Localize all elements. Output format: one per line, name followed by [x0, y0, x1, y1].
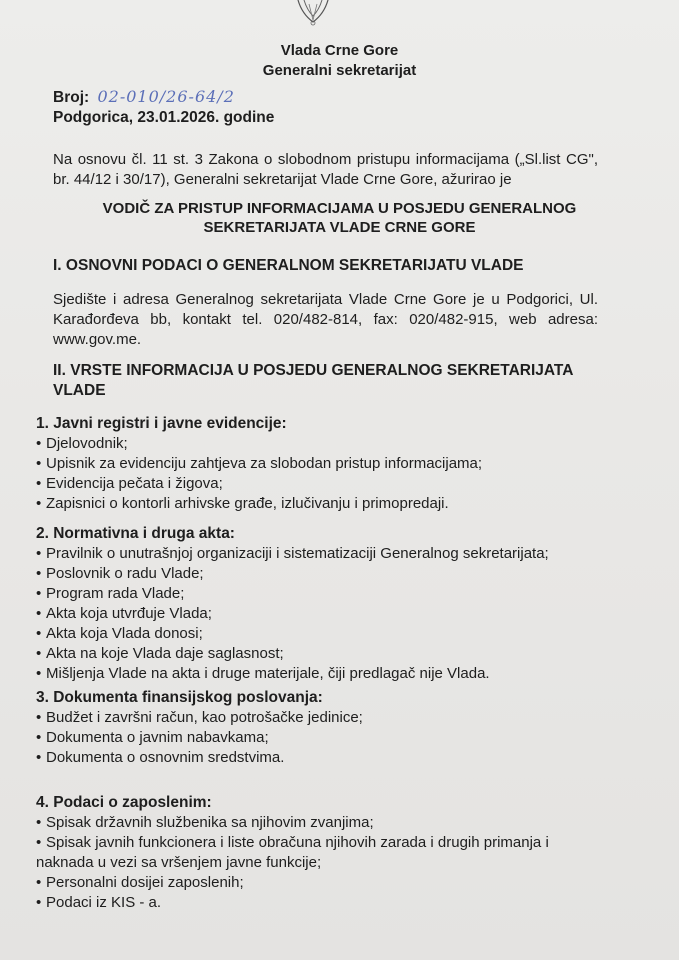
list-item: • Djelovodnik;	[36, 435, 128, 452]
section1-heading: I. OSNOVNI PODACI O GENERALNOM SEKRETARIJATU VLADE	[53, 257, 524, 274]
list-item: • Akta na koje Vlada daje saglasnost;	[36, 645, 284, 662]
group-heading: 3. Dokumenta finansijskog poslovanja:	[36, 689, 323, 706]
list-item: • Evidencija pečata i žigova;	[36, 475, 223, 492]
list-item: • Spisak državnih službenika sa njihovim zvanjima;	[36, 814, 374, 831]
list-item: • Zapisnici o kontorli arhivske građe, izlučivanju i primopredaji.	[36, 495, 449, 512]
issuer-department: Generalni sekretarijat	[262, 62, 417, 79]
place-date: Podgorica, 23.01.2026. godine	[53, 109, 275, 126]
list-item: • Pravilnik o unutrašnjoj organizaciji i sistematizaciji Generalnog sekretarijata;	[36, 545, 549, 562]
document-title-line2: SEKRETARIJATA VLADE CRNE GORE	[203, 219, 476, 236]
reference-number	[53, 87, 235, 108]
group-financial-documents	[36, 688, 626, 768]
list-item: • Personalni dosijei zaposlenih;	[36, 874, 244, 891]
group-public-registers	[36, 414, 626, 514]
list-item: • Spisak javnih funkcionera i liste obračuna njihovih zarada i drugih primanja i	[36, 834, 549, 851]
handwritten-number: 02-010/26-64/2	[97, 87, 235, 106]
group-normative-acts	[36, 524, 626, 684]
issuer-name: Vlada Crne Gore	[280, 42, 399, 59]
list-item: • Akta koja Vlada donosi;	[36, 625, 203, 642]
list-item: • Upisnik za evidenciju zahtjeva za slobodan pristup informacijama;	[36, 455, 483, 472]
list-item: • Mišljenja Vlade na akta i druge materijale, čiji predlagač nije Vlada.	[36, 665, 490, 682]
group-employee-data	[36, 793, 626, 913]
list-item: • Budžet i završni račun, kao potrošačke jedinice;	[36, 709, 363, 726]
list-item: • Program rada Vlade;	[36, 585, 185, 602]
list-item: • Poslovnik o radu Vlade;	[36, 565, 204, 582]
list-item: • Dokumenta o javnim nabavkama;	[36, 729, 269, 746]
section2-heading: II. VRSTE INFORMACIJA U POSJEDU GENERALNOG SEKRETARIJATA VLADE	[53, 362, 573, 399]
list-item: • Dokumenta o osnovnim sredstvima.	[36, 749, 285, 766]
list-item-continuation: naknada u vezi sa vršenjem javne funkcije;	[36, 854, 322, 871]
coat-of-arms-icon	[290, 0, 336, 26]
document-title-line1: VODIČ ZA PRISTUP INFORMACIJAMA U POSJEDU GENERALNOG	[102, 200, 577, 217]
address-paragraph: Sjedište i adresa Generalnog sekretarijata Vlade Crne Gore je u Podgorici, Ul. Karađorđeva bb, kontakt tel. 020/482-814, fax: 020/482-915, web adresa: www.gov.me.	[53, 291, 598, 348]
group-heading: 1. Javni registri i javne evidencije:	[36, 415, 287, 432]
group-heading: 2. Normativna i druga akta:	[36, 525, 235, 542]
reference-label: Broj:	[53, 89, 90, 106]
list-item: • Podaci iz KIS - a.	[36, 894, 162, 911]
intro-paragraph: Na osnovu čl. 11 st. 3 Zakona o slobodnom pristupu informacijama („Sl.list CG", br. 44/12 i 30/17), Generalni sekretarijat Vlade Crne Gore, ažurirao je	[53, 151, 598, 188]
group-heading: 4. Podaci o zaposlenim:	[36, 794, 212, 811]
list-item: • Akta koja utvrđuje Vlada;	[36, 605, 212, 622]
